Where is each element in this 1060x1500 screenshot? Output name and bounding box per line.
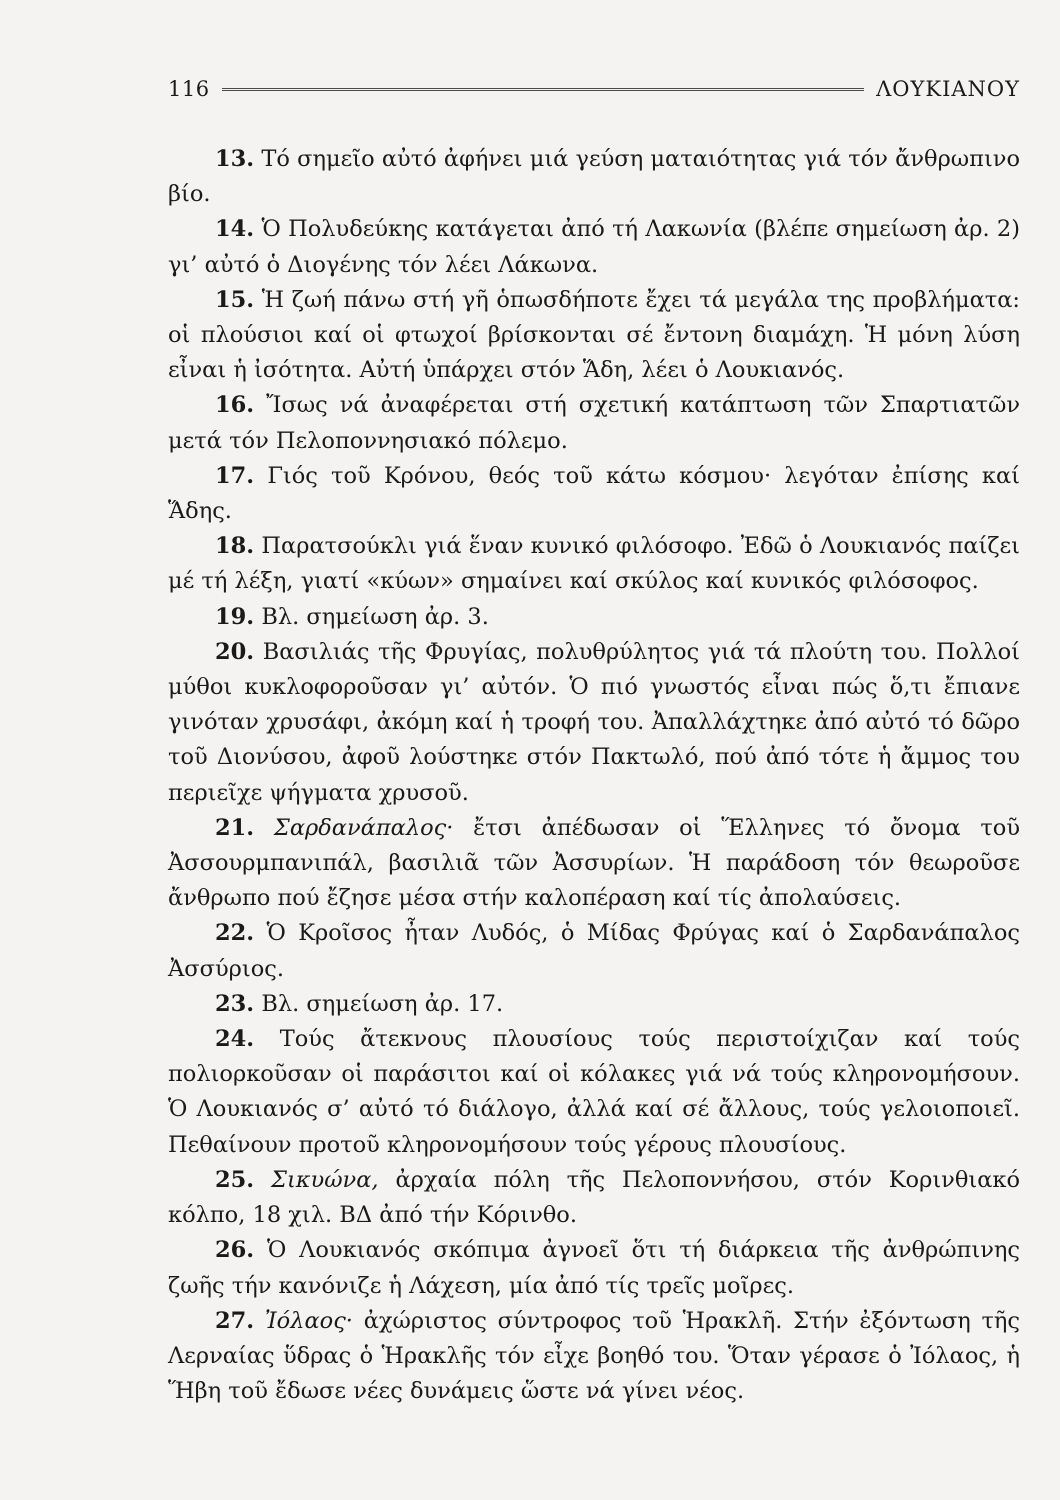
- page-number: 116: [168, 77, 210, 101]
- note-number: 15.: [215, 286, 255, 313]
- note-text: ἀχώριστος σύντροφος τοῦ Ἡρακλῆ. Στήν ἐξόντωση τῆς Λερναίας ὕδρας ὁ Ἡρακλῆς τόν εἶχε βοηθό του. Ὅταν γέρασε ὁ Ἰόλαος, ἡ Ἥβη τοῦ ἔδωσε νέες δυνάμεις ὥστε νά γίνει νέος.: [168, 1307, 1020, 1405]
- note-text: Τό σημεῖο αὐτό ἀφήνει μιά γεύση ματαιότητας γιά τόν ἄνθρωπινο βίο.: [168, 146, 1020, 208]
- note-text: Βασιλιάς τῆς Φρυγίας, πολυθρύλητος γιά τά πλούτη του. Πολλοί μύθοι κυκλοφοροῦσαν γι’ αὐτόν. Ὁ πιό γνωστός εἶναι πώς ὅ,τι ἔπιανε γινόταν χρυσάφι, ἀκόμη καί ἡ τροφή του. Ἀπαλλάχτηκε ἀπό αὐτό τό δῶρο τοῦ Διονύσου, ἀφοῦ λούστηκε στόν Πακτωλό, πού ἀπό τότε ἡ ἄμμος του περιεῖχε ψήγματα χρυσοῦ.: [168, 638, 1020, 806]
- note-26: [168, 1233, 1020, 1303]
- note-13: [168, 142, 1020, 212]
- note-text: Γιός τοῦ Κρόνου, θεός τοῦ κάτω κόσμου· λεγόταν ἐπίσης καί Ἅδης.: [168, 462, 1021, 525]
- note-number: 21.: [215, 814, 255, 841]
- page-header: [168, 74, 1020, 104]
- note-27: [168, 1304, 1020, 1410]
- note-number: 22.: [215, 920, 255, 947]
- header-rule: [222, 88, 865, 91]
- note-text: Ἡ ζωή πάνω στή γῆ ὁπωσδήποτε ἔχει τά μεγάλα της προβλήματα: οἱ πλούσιοι καί οἱ φτωχοί βρίσκονται σέ ἔντονη διαμάχη. Ἡ μόνη λύση εἶναι ἡ ἰσότητα. Αὐτή ὑπάρχει στόν Ἅδη, λέει ὁ Λουκιανός.: [168, 286, 1020, 384]
- note-24: [168, 1022, 1020, 1163]
- note-text: Βλ. σημείωση ἀρ. 17.: [261, 990, 504, 1017]
- note-text: Βλ. σημείωση ἀρ. 3.: [261, 603, 489, 630]
- note-15: [168, 283, 1020, 389]
- note-text: Ὁ Κροῖσος ἦταν Λυδός, ὁ Μίδας Φρύγας καί ὁ Σαρδανάπαλος Ἀσσύριος.: [168, 920, 1020, 982]
- note-14: [168, 212, 1020, 282]
- note-22: [168, 916, 1020, 986]
- note-17: [168, 459, 1020, 529]
- note-23: [168, 987, 1020, 1022]
- note-number: 17.: [215, 462, 255, 489]
- note-number: 18.: [215, 533, 255, 560]
- note-number: 27.: [215, 1307, 255, 1334]
- note-number: 23.: [215, 990, 255, 1017]
- note-text: Ἴσως νά ἀναφέρεται στή σχετική κατάπτωση τῶν Σπαρτιατῶν μετά τόν Πελοποννησιακό πόλεμο.: [168, 392, 1020, 454]
- note-text: ἔτσι ἀπέδωσαν οἱ Ἕλληνες τό ὄνομα τοῦ Ἀσσουρμπανιπάλ, βασιλιᾶ τῶν Ἀσσυρίων. Ἡ παράδοση τόν θεωροῦσε ἄνθρωπο πού ἔζησε μέσα στήν καλοπέραση καί τίς ἀπολαύσεις.: [168, 814, 1020, 912]
- note-number: 16.: [215, 392, 255, 419]
- note-term: Σικυώνα,: [271, 1166, 379, 1193]
- note-term: Σαρδανάπαλος·: [273, 814, 454, 841]
- note-number: 14.: [215, 216, 255, 243]
- note-number: 25.: [215, 1166, 255, 1193]
- note-text: Ὁ Πολυδεύκης κατάγεται ἀπό τή Λακωνία (βλέπε σημείωση ἀρ. 2) γι’ αὐτό ὁ Διογένης τόν λέει Λάκωνα.: [168, 216, 1020, 278]
- note-text: Ὁ Λουκιανός σκόπιμα ἀγνοεῖ ὅτι τή διάρκεια τῆς ἀνθρώπινης ζωῆς τήν κανόνιζε ἡ Λάχεση, μία ἀπό τίς τρεῖς μοῖρες.: [168, 1237, 1021, 1299]
- running-title: ΛΟΥΚΙΑΝΟΥ: [876, 77, 1020, 101]
- note-20: [168, 635, 1020, 811]
- note-19: [168, 600, 1020, 635]
- note-number: 24.: [215, 1026, 255, 1053]
- note-text: Παρατσούκλι γιά ἕναν κυνικό φιλόσοφο. Ἐδῶ ὁ Λουκιανός παίζει μέ τή λέξη, γιατί «κύων» σημαίνει καί σκύλος καί κυνικός φιλόσοφος.: [168, 533, 1021, 595]
- note-18: [168, 529, 1020, 599]
- notes-list: [168, 142, 1020, 1409]
- note-term: Ἰόλαος·: [264, 1307, 353, 1334]
- note-25: [168, 1163, 1020, 1233]
- note-21: [168, 811, 1020, 917]
- note-number: 20.: [215, 638, 255, 665]
- note-number: 19.: [215, 603, 255, 630]
- note-text: ἀρχαία πόλη τῆς Πελοποννήσου, στόν Κορινθιακό κόλπο, 18 χιλ. ΒΔ ἀπό τήν Κόρινθο.: [168, 1166, 1021, 1229]
- note-number: 26.: [215, 1237, 255, 1264]
- note-number: 13.: [215, 146, 255, 172]
- note-16: [168, 388, 1020, 458]
- note-text: Τούς ἄτεκνους πλουσίους τούς περιστοίχιζαν καί τούς πολιορκοῦσαν οἱ παράσιτοι καί οἱ κόλακες γιά νά τούς κληρονομήσουν. Ὁ Λουκιανός σ’ αὐτό τό διάλογο, ἀλλά καί σέ ἄλλους, τούς γελοιοποιεῖ. Πεθαίνουν προτοῦ κληρονομήσουν τούς γέρους πλουσίους.: [168, 1026, 1020, 1158]
